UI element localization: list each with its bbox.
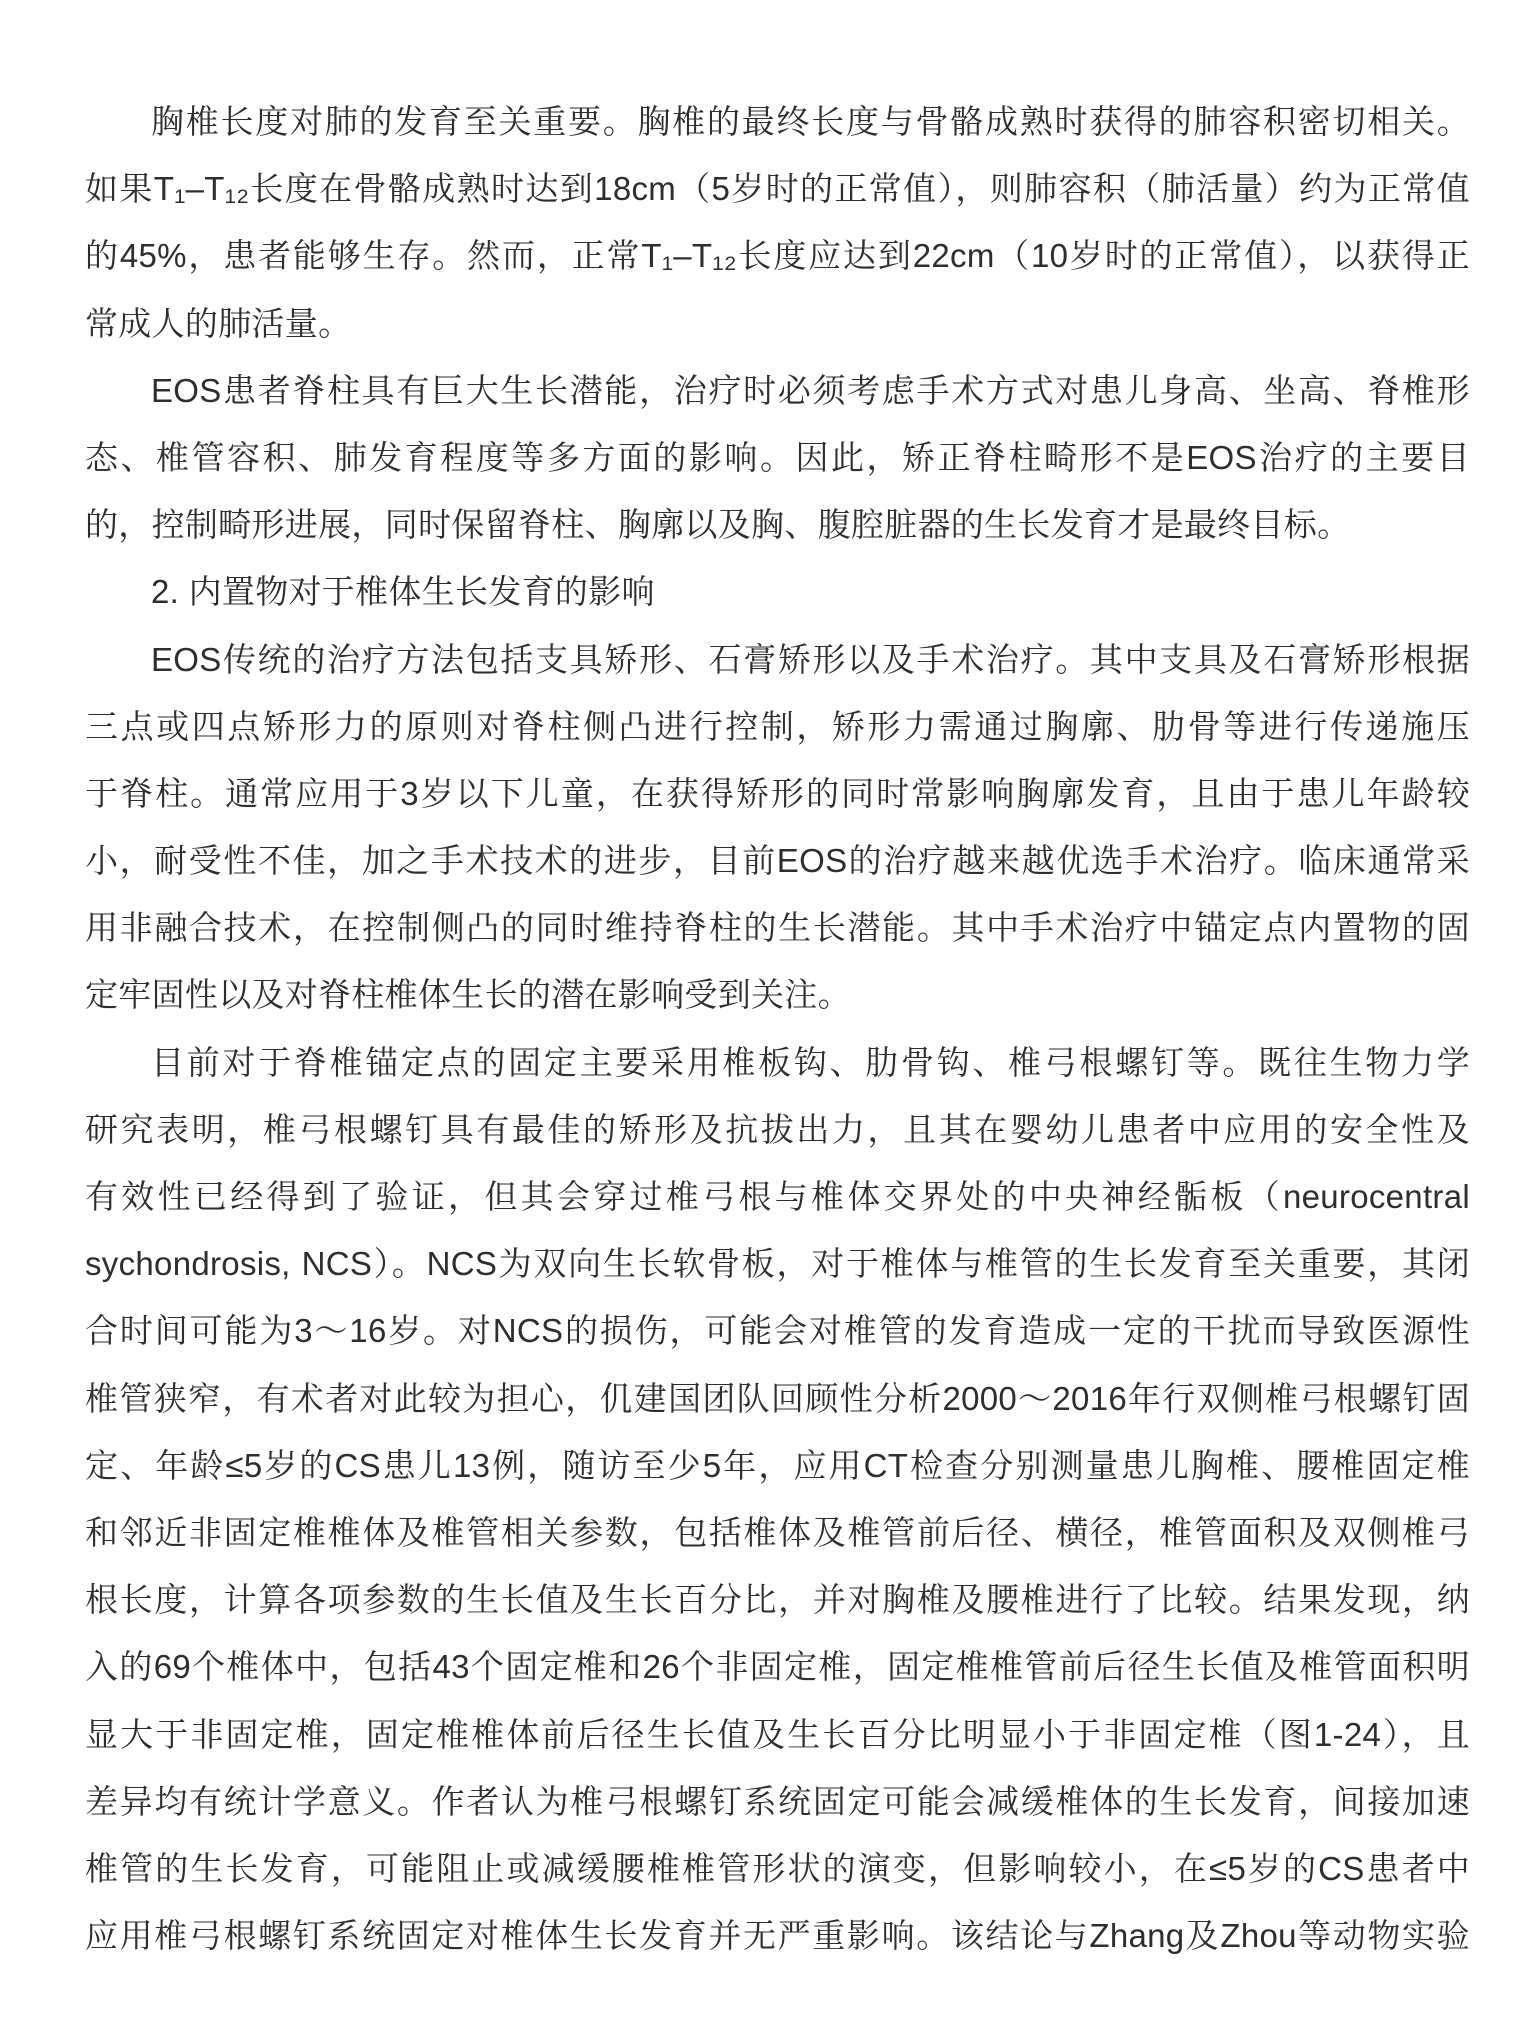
text-line-14: 定牢固性以及对脊柱椎体生长的潜在影响受到关注。 xyxy=(85,976,851,1014)
text-line-19: 合时间可能为3～16岁。对NCS的损伤，可能会对椎管的发育造成一定的干扰而导致医源性 xyxy=(85,1312,1470,1350)
text-line-20: 椎管狭窄，有术者对此较为担心，仉建国团队回顾性分析2000～2016年行双侧椎弓根螺钉固 xyxy=(85,1379,1470,1417)
text-line-23: 根长度，计算各项参数的生长值及生长百分比，并对胸椎及腰椎进行了比较。结果发现，纳 xyxy=(85,1581,1470,1619)
text-line-6: 态、椎管容积、肺发育程度等多方面的影响。因此，矫正脊柱畸形不是EOS治疗的主要目 xyxy=(85,438,1470,476)
text-line-17: 有效性已经得到了验证，但其会穿过椎弓根与椎体交界处的中央神经骺板（neurocentral xyxy=(85,1178,1470,1215)
text-line-25: 显大于非固定椎，固定椎椎体前后径生长值及生长百分比明显小于非固定椎（图1-24），且 xyxy=(85,1715,1470,1753)
text-line-10: 三点或四点矫形力的原则对脊柱侧凸进行控制，矫形力需通过胸廓、肋骨等进行传递施压 xyxy=(85,707,1470,745)
text-line-22: 和邻近非固定椎椎体及椎管相关参数，包括椎体及椎管前后径、横径，椎管面积及双侧椎弓 xyxy=(85,1513,1470,1551)
text-line-16: 研究表明，椎弓根螺钉具有最佳的矫形及抗拔出力，且其在婴幼儿患者中应用的安全性及 xyxy=(85,1110,1470,1148)
text-line-18: sychondrosis, NCS）。NCS为双向生长软骨板，对于椎体与椎管的生长发育至关重要，其闭 xyxy=(85,1245,1470,1283)
text-content xyxy=(85,88,1470,1969)
text-line-24: 入的69个椎体中，包括43个固定椎和26个非固定椎，固定椎椎管前后径生长值及椎管面积明 xyxy=(85,1648,1470,1686)
text-line-27: 椎管的生长发育，可能阻止或减缓腰椎椎管形状的演变，但影响较小，在≤5岁的CS患者中 xyxy=(85,1849,1470,1887)
text-line-9: EOS传统的治疗方法包括支具矫形、石膏矫形以及手术治疗。其中支具及石膏矫形根据 xyxy=(151,640,1470,678)
text-line-1: 胸椎长度对肺的发育至关重要。胸椎的最终长度与骨骼成熟时获得的肺容积密切相关。 xyxy=(151,103,1470,140)
text-line-5: EOS患者脊柱具有巨大生长潜能，治疗时必须考虑手术方式对患儿身高、坐高、脊椎形 xyxy=(151,371,1470,409)
section-heading: 2. 内置物对于椎体生长发育的影响 xyxy=(151,573,655,611)
text-line-15: 目前对于脊椎锚定点的固定主要采用椎板钩、肋骨钩、椎弓根螺钉等。既往生物力学 xyxy=(151,1043,1470,1081)
text-line-26: 差异均有统计学意义。作者认为椎弓根螺钉系统固定可能会减缓椎体的生长发育，间接加速 xyxy=(85,1782,1470,1820)
text-line-3: 的45%，患者能够生存。然而，正常T₁–T₁₂长度应达到22cm（10岁时的正常值），以获得正 xyxy=(85,237,1470,275)
text-line-4: 常成人的肺活量。 xyxy=(85,304,352,342)
text-line-13: 用非融合技术，在控制侧凸的同时维持脊柱的生长潜能。其中手术治疗中锚定点内置物的固 xyxy=(85,909,1470,947)
text-line-11: 于脊柱。通常应用于3岁以下儿童，在获得矫形的同时常影响胸廓发育，且由于患儿年龄较 xyxy=(85,774,1470,812)
text-line-21: 定、年龄≤5岁的CS患儿13例，随访至少5年，应用CT检查分别测量患儿胸椎、腰椎固定椎 xyxy=(85,1446,1470,1484)
text-line-7: 的，控制畸形进展，同时保留脊柱、胸廓以及胸、腹腔脏器的生长发育才是最终目标。 xyxy=(85,506,1351,544)
text-line-12: 小，耐受性不佳，加之手术技术的进步，目前EOS的治疗越来越优选手术治疗。临床通常采 xyxy=(85,842,1470,880)
text-line-28: 应用椎弓根螺钉系统固定对椎体生长发育并无严重影响。该结论与Zhang及Zhou等动物实验 xyxy=(85,1917,1470,1955)
text-line-2: 如果T₁–T₁₂长度在骨骼成熟时达到18cm（5岁时的正常值），则肺容积（肺活量）约为正常值 xyxy=(85,170,1470,208)
